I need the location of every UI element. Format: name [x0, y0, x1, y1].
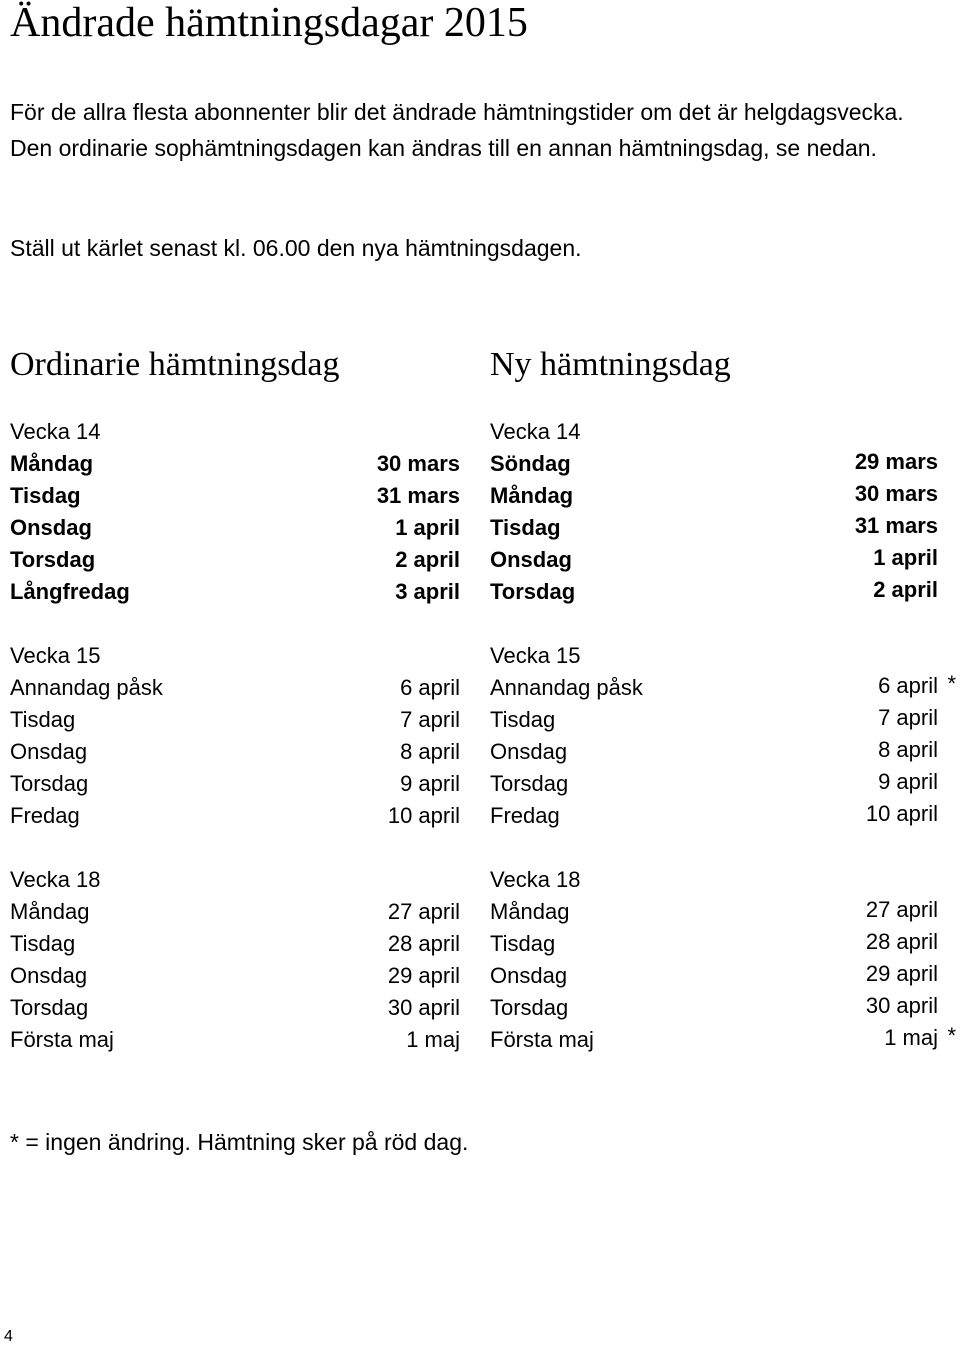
day-label: Fredag	[10, 803, 80, 828]
date-value: 30 april	[387, 995, 460, 1020]
date-value: 9 april	[400, 771, 460, 796]
schedule-row	[10, 1024, 460, 1056]
date-value: 10 april	[865, 801, 938, 826]
new-heading: Ny hämtningsdag	[490, 346, 731, 383]
page-number: 4	[4, 1328, 13, 1345]
day-label: Torsdag	[490, 771, 569, 796]
schedule-row	[490, 896, 940, 928]
schedule-row	[10, 992, 460, 1024]
schedule-row	[10, 576, 460, 608]
schedule-row	[490, 544, 940, 576]
day-label: Måndag	[490, 483, 574, 508]
schedule-row	[10, 704, 460, 736]
date-value: 3 april	[395, 579, 460, 604]
date-value: 27 april	[387, 899, 460, 924]
schedule-row	[490, 736, 940, 768]
schedule-row	[10, 672, 460, 704]
date-value: 7 april	[878, 705, 938, 730]
date-value: 1 maj	[884, 1025, 938, 1050]
day-label: Annandag påsk	[10, 675, 163, 700]
week-title: Vecka 15	[10, 643, 101, 668]
schedule-row	[490, 1023, 956, 1056]
date-value: 1 maj	[406, 1027, 460, 1052]
schedule-row	[490, 800, 940, 832]
schedule-row	[10, 480, 460, 512]
schedule-row	[10, 960, 460, 992]
date-value: 10 april	[387, 803, 460, 828]
page-title: Ändrade hämtningsdagar 2015	[10, 0, 528, 46]
instruction-paragraph: Ställ ut kärlet senast kl. 06.00 den nya hämtningsdagen.	[10, 235, 582, 261]
date-value: 31 mars	[854, 513, 938, 538]
ordinary-heading: Ordinarie hämtningsdag	[10, 346, 340, 383]
day-label: Tisdag	[10, 483, 81, 508]
day-label: Onsdag	[10, 963, 88, 988]
week-block	[490, 416, 940, 608]
schedule-row	[10, 736, 460, 768]
day-label: Torsdag	[10, 771, 89, 796]
date-value: 8 april	[878, 737, 938, 762]
schedule-row	[490, 448, 940, 480]
week-block	[10, 864, 460, 1056]
day-label: Tisdag	[10, 931, 76, 956]
day-label: Tisdag	[490, 707, 556, 732]
week-title: Vecka 18	[490, 867, 581, 892]
schedule-row	[490, 576, 940, 608]
day-label: Tisdag	[10, 707, 76, 732]
date-value: 9 april	[878, 769, 938, 794]
day-label: Måndag	[490, 899, 570, 924]
footnote: * = ingen ändring. Hämtning sker på röd dag.	[10, 1129, 469, 1155]
schedule-row	[10, 768, 460, 800]
date-value: 1 april	[395, 515, 460, 540]
day-label: Torsdag	[10, 547, 96, 572]
schedule-row	[10, 512, 460, 544]
day-label: Onsdag	[490, 739, 568, 764]
week-title: Vecka 14	[490, 419, 581, 444]
week-block	[10, 640, 460, 832]
day-label: Tisdag	[490, 931, 556, 956]
day-label: Torsdag	[10, 995, 89, 1020]
intro-paragraph: För de allra flesta abonnenter blir det ändrade hämtningstider om det är helgdagsvecka. Den ordinarie sophämtningsdagen kan ändras till en annan hämtningsdag, se nedan.	[10, 99, 904, 161]
day-label: Måndag	[10, 899, 90, 924]
schedule-row	[490, 992, 940, 1024]
week-block	[10, 416, 460, 608]
date-value: 29 mars	[854, 449, 938, 474]
schedule-row	[490, 512, 940, 544]
week-block	[490, 864, 956, 1056]
day-label: Söndag	[490, 451, 571, 476]
date-value: 30 mars	[376, 451, 460, 476]
schedule-row	[490, 928, 940, 960]
date-value: 2 april	[395, 547, 460, 572]
day-label: Långfredag	[10, 579, 130, 604]
no-change-mark: *	[947, 671, 956, 696]
no-change-mark: *	[947, 1023, 956, 1048]
week-title: Vecka 14	[10, 419, 101, 444]
date-value: 31 mars	[376, 483, 460, 508]
day-label: Torsdag	[490, 995, 569, 1020]
schedule-row	[490, 671, 956, 704]
date-value: 28 april	[865, 929, 938, 954]
schedule-row	[10, 928, 460, 960]
week-title: Vecka 15	[490, 643, 581, 668]
date-value: 2 april	[873, 577, 938, 602]
week-block	[490, 640, 956, 832]
date-value: 7 april	[400, 707, 460, 732]
day-label: Första maj	[10, 1027, 114, 1052]
schedule-row	[490, 704, 940, 736]
day-label: Onsdag	[490, 547, 572, 572]
day-label: Måndag	[10, 451, 94, 476]
date-value: 6 april	[878, 673, 938, 698]
date-value: 1 april	[873, 545, 938, 570]
schedule-row	[10, 448, 460, 480]
day-label: Onsdag	[490, 963, 568, 988]
date-value: 28 april	[387, 931, 460, 956]
day-label: Annandag påsk	[490, 675, 643, 700]
date-value: 8 april	[400, 739, 460, 764]
date-value: 29 april	[387, 963, 460, 988]
date-value: 6 april	[400, 675, 460, 700]
day-label: Första maj	[490, 1027, 594, 1052]
day-label: Fredag	[490, 803, 560, 828]
day-label: Torsdag	[490, 579, 576, 604]
date-value: 30 april	[865, 993, 938, 1018]
day-label: Tisdag	[490, 515, 561, 540]
schedule-row	[10, 896, 460, 928]
schedule-row	[490, 480, 940, 512]
date-value: 27 april	[865, 897, 938, 922]
date-value: 29 april	[865, 961, 938, 986]
day-label: Onsdag	[10, 515, 92, 540]
week-title: Vecka 18	[10, 867, 101, 892]
date-value: 30 mars	[854, 481, 938, 506]
ordinary-schedule	[10, 416, 460, 1088]
schedule-row	[490, 960, 940, 992]
schedule-row	[10, 544, 460, 576]
new-schedule	[490, 416, 956, 1088]
day-label: Onsdag	[10, 739, 88, 764]
schedule-row	[490, 768, 940, 800]
schedule-row	[10, 800, 460, 832]
